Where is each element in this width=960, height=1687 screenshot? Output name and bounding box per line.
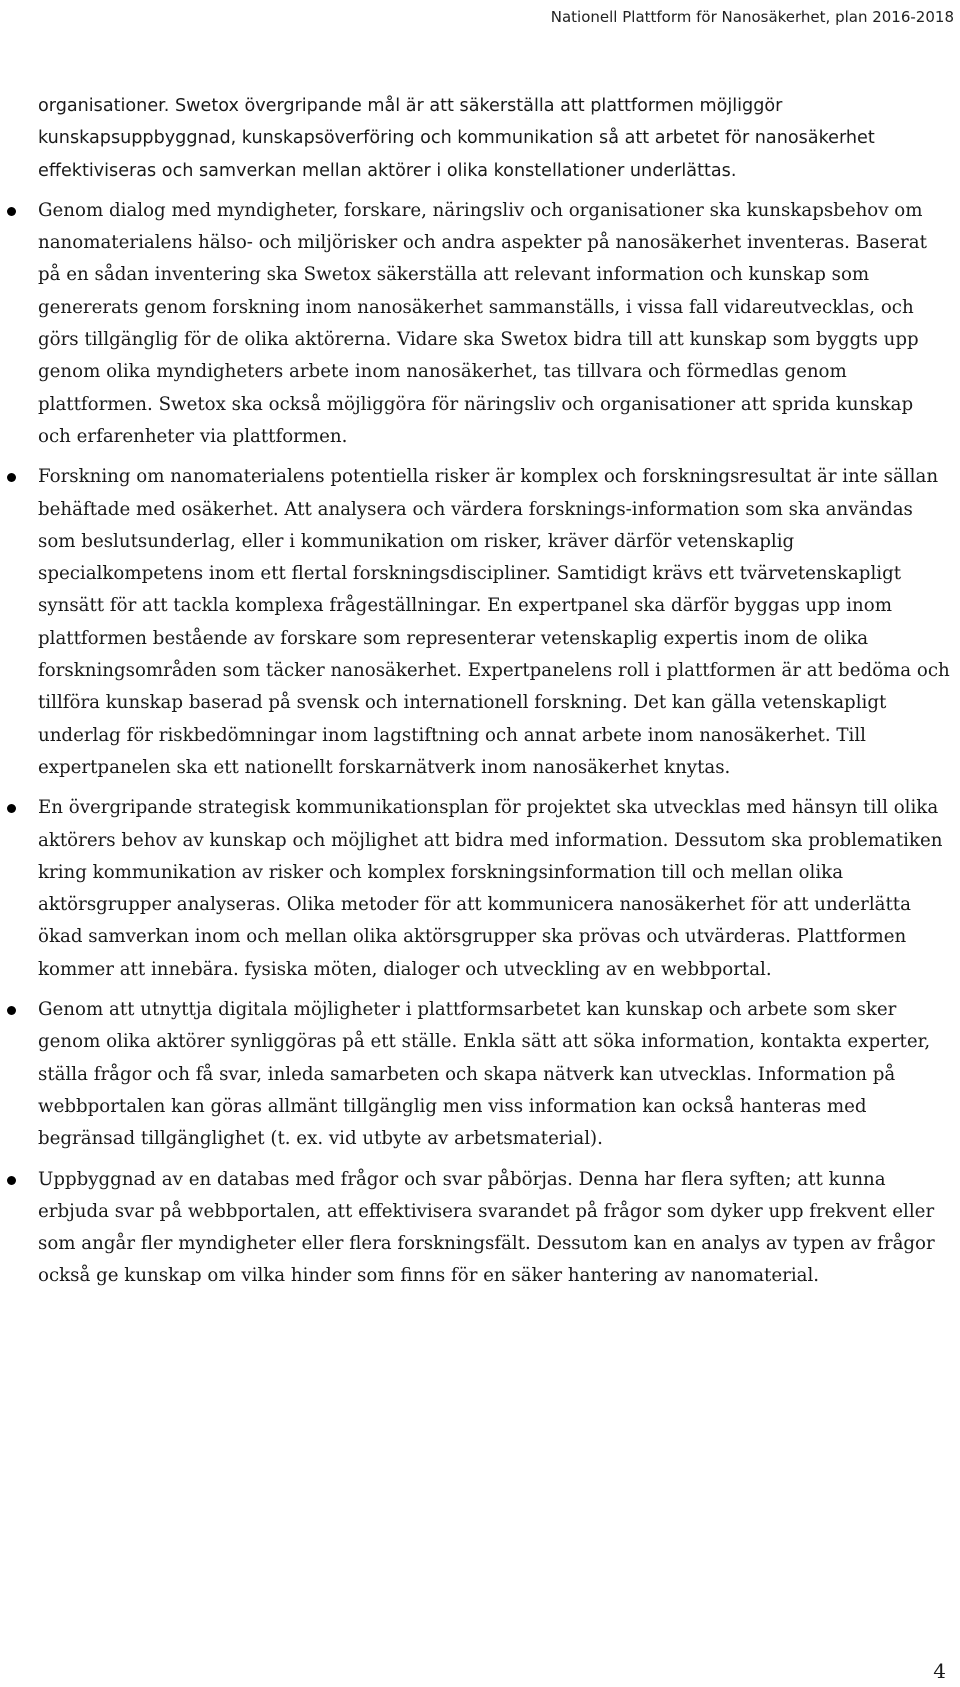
bullet-text: En övergripande strategisk kommunikationsplan för projektet ska utvecklas med hänsyn till olika aktörers behov av kunskap och möjlighet att bidra med information. Dessutom ska problematiken kring kommunikation av risker och komplex forskningsinformation till och mellan olika aktörsgrupper analyseras. Olika metoder för att kommunicera nanosäkerhet för att underlätta ökad samverkan inom och mellan olika aktörsgrupper ska prövas och utvärderas. Plattformen kommer att innebära. fysiska möten, dialoger och utveckling av en webbportal. [38,797,943,980]
bullet-item [38,994,950,1155]
bullet-text: Forskning om nanomaterialens potentiella risker är komplex och forskningsresultat är inte sällan behäftade med osäkerhet. Att analysera och värdera forsknings-information som ska användas som beslutsunderlag, eller i kommunikation om risker, kräver därför vetenskaplig specialkompetens inom ett flertal forskningsdiscipliner. Samtidigt krävs ett tvärvetenskapligt synsätt för att tackla komplexa frågeställningar. En expertpanel ska därför byggas upp inom plattformen bestående av forskare som representerar vetenskaplig expertis inom de olika forskningsområden som täcker nanosäkerhet. Expertpanelens roll i plattformen är att bedöma och tillföra kunskap baserad på svensk och internationell forskning. Det kan gälla vetenskapligt underlag för riskbedömningar inom lagstiftning och annat arbete inom nanosäkerhet. Till expertpanelen ska ett nationellt forskarnätverk inom nanosäkerhet knytas. [38,466,950,778]
bullet-text: Genom dialog med myndigheter, forskare, näringsliv och organisationer ska kunskapsbehov om nanomaterialens hälso- och miljörisker och andra aspekter på nanosäkerhet inventeras. Baserat på en sådan inventering ska Swetox säkerställa att relevant information och kunskap som genererats genom forskning inom nanosäkerhet sammanställs, i vissa fall vidareutvecklas, och görs tillgänglig för de olika aktörerna. Vidare ska Swetox bidra till att kunskap som byggts upp genom olika myndigheters arbete inom nanosäkerhet, tas tillvara och förmedlas genom plattformen. Swetox ska också möjliggöra för näringsliv och organisationer att sprida kunskap och erfarenheter via plattformen. [38,199,927,447]
bullet-item [38,461,950,784]
bullet-icon [7,1176,16,1185]
bullet-item [38,1164,950,1293]
intro-paragraph: organisationer. Swetox övergripande mål är att säkerställa att plattformen möjliggör kunskapsuppbyggnad, kunskapsöverföring och kommunikation så att arbetet för nanosäkerhet effektiviseras och samverkan mellan aktörer i olika konstellationer underlättas. [38,96,875,181]
bullet-list [38,195,950,1293]
bullet-item [38,195,950,453]
bullet-text: Uppbyggnad av en databas med frågor och svar påbörjas. Denna har flera syften; att kunna erbjuda svar på webbportalen, att effektivisera svarandet på frågor som dyker upp frekvent eller som angår fler myndigheter eller flera forskningsfält. Dessutom kan en analys av typen av frågor också ge kunskap om vilka hinder som finns för en säker hantering av nanomaterial. [38,1168,935,1287]
bullet-item [38,792,950,986]
bullet-text: Genom att utnyttja digitala möjligheter i plattformsarbetet kan kunskap och arbete som sker genom olika aktörer synliggöras på ett ställe. Enkla sätt att söka information, kontakta experter, ställa frågor och få svar, inleda samarbeten och skapa nätverk kan utvecklas. Information på webbportalen kan göras allmänt tillgänglig men viss information kan också hanteras med begränsad tillgänglighet (t. ex. vid utbyte av arbetsmaterial). [38,999,931,1150]
running-header: Nationell Plattform för Nanosäkerhet, plan 2016-2018 [550,8,954,26]
bullet-icon [7,473,16,482]
page-body [38,90,950,1293]
page-number: 4 [933,1659,946,1683]
bullet-icon [7,207,16,216]
bullet-icon [7,1006,16,1015]
bullet-icon [7,804,16,813]
